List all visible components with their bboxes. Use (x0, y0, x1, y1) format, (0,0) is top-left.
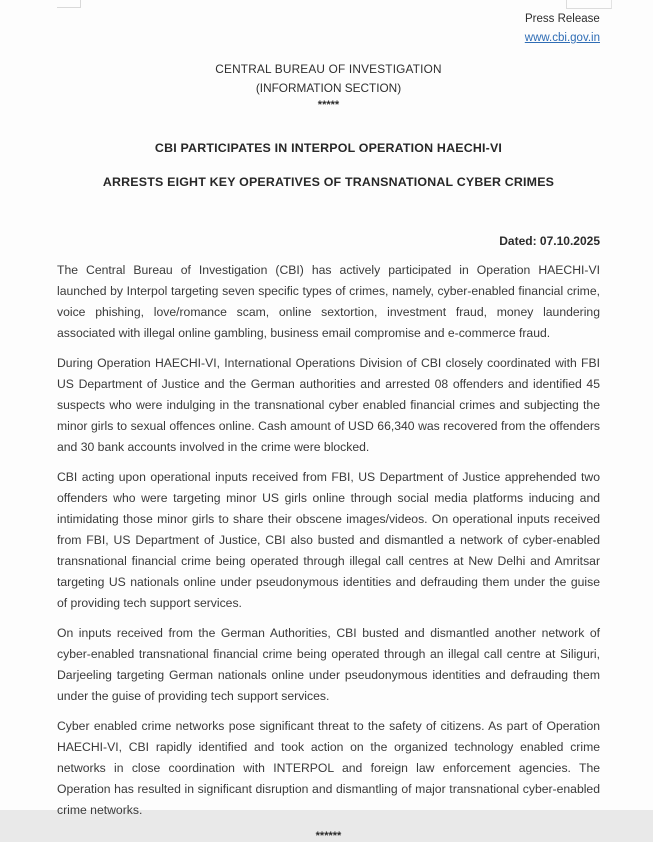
date-line: Dated: 07.10.2025 (499, 234, 600, 248)
masthead (525, 10, 600, 47)
body-paragraph-4: On inputs received from the German Authorities, CBI busted and dismantled another network of cyber-enabled transnational financial crime being operated through an illegal call centre at Siliguri, Darjeeling targeting German nationals online under pseudonymous identities and defrauding them under the guise of providing tech support services. (57, 626, 600, 703)
body-paragraph-5: Cyber enabled crime networks pose significant threat to the safety of citizens. As part of Operation HAECHI-VI, CBI rapidly identified and took action on the organized technology enabled crime networks in close coordination with INTERPOL and foreign law enforcement agencies. The Operation has resulted in significant disruption and dismantling of major transnational cyber-enabled crime networks. (57, 719, 600, 817)
header-separator: ***** (317, 99, 340, 111)
headline (57, 140, 600, 190)
headline-line-1: CBI PARTICIPATES IN INTERPOL OPERATION HAECHI-VI (154, 141, 503, 155)
body-paragraph-3: CBI acting upon operational inputs received from FBI, US Department of Justice apprehended two offenders who were targeting minor US girls online through social media platforms inducing and intimidating those minor girls to share their obscene images/videos. On operational inputs received from FBI, US Department of Justice, CBI also busted and dismantled a network of cyber-enabled transnational financial crime being operated through illegal call centres at New Delhi and Amritsar targeting US nationals online under pseudonymous identities and defrauding them under the guise of providing tech support services. (57, 470, 600, 610)
website-link[interactable]: www.cbi.gov.in (524, 32, 600, 44)
footer-separator: ****** (315, 830, 342, 842)
body-text (57, 260, 600, 821)
org-header (57, 59, 600, 112)
scan-artifact-left (57, 0, 81, 8)
org-section: (INFORMATION SECTION) (255, 81, 402, 95)
headline-line-2: ARRESTS EIGHT KEY OPERATIVES OF TRANSNATIONAL CYBER CRIMES (102, 175, 555, 189)
body-paragraph-2: During Operation HAECHI-VI, International Operations Division of CBI closely coordinated with FBI US Department of Justice and the German authorities and arrested 08 offenders and identified 45 suspects who were indulging in the transnational cyber enabled financial crimes and subjecting the minor girls to sexual offences online. Cash amount of USD 66,340 was recovered from the offenders and 30 bank accounts involved in the crime were blocked. (57, 356, 600, 454)
press-release-label: Press Release (524, 13, 600, 25)
body-paragraph-1: The Central Bureau of Investigation (CBI) has actively participated in Operation HAECHI-VI launched by Interpol targeting seven specific types of crimes, namely, cyber-enabled financial crime, voice phishing, love/romance scam, online sextortion, investment fraud, money laundering associated with illegal online gambling, business email compromise and e-commerce fraud. (57, 263, 600, 340)
scan-artifact-right (566, 0, 612, 9)
org-name: CENTRAL BUREAU OF INVESTIGATION (215, 62, 442, 76)
